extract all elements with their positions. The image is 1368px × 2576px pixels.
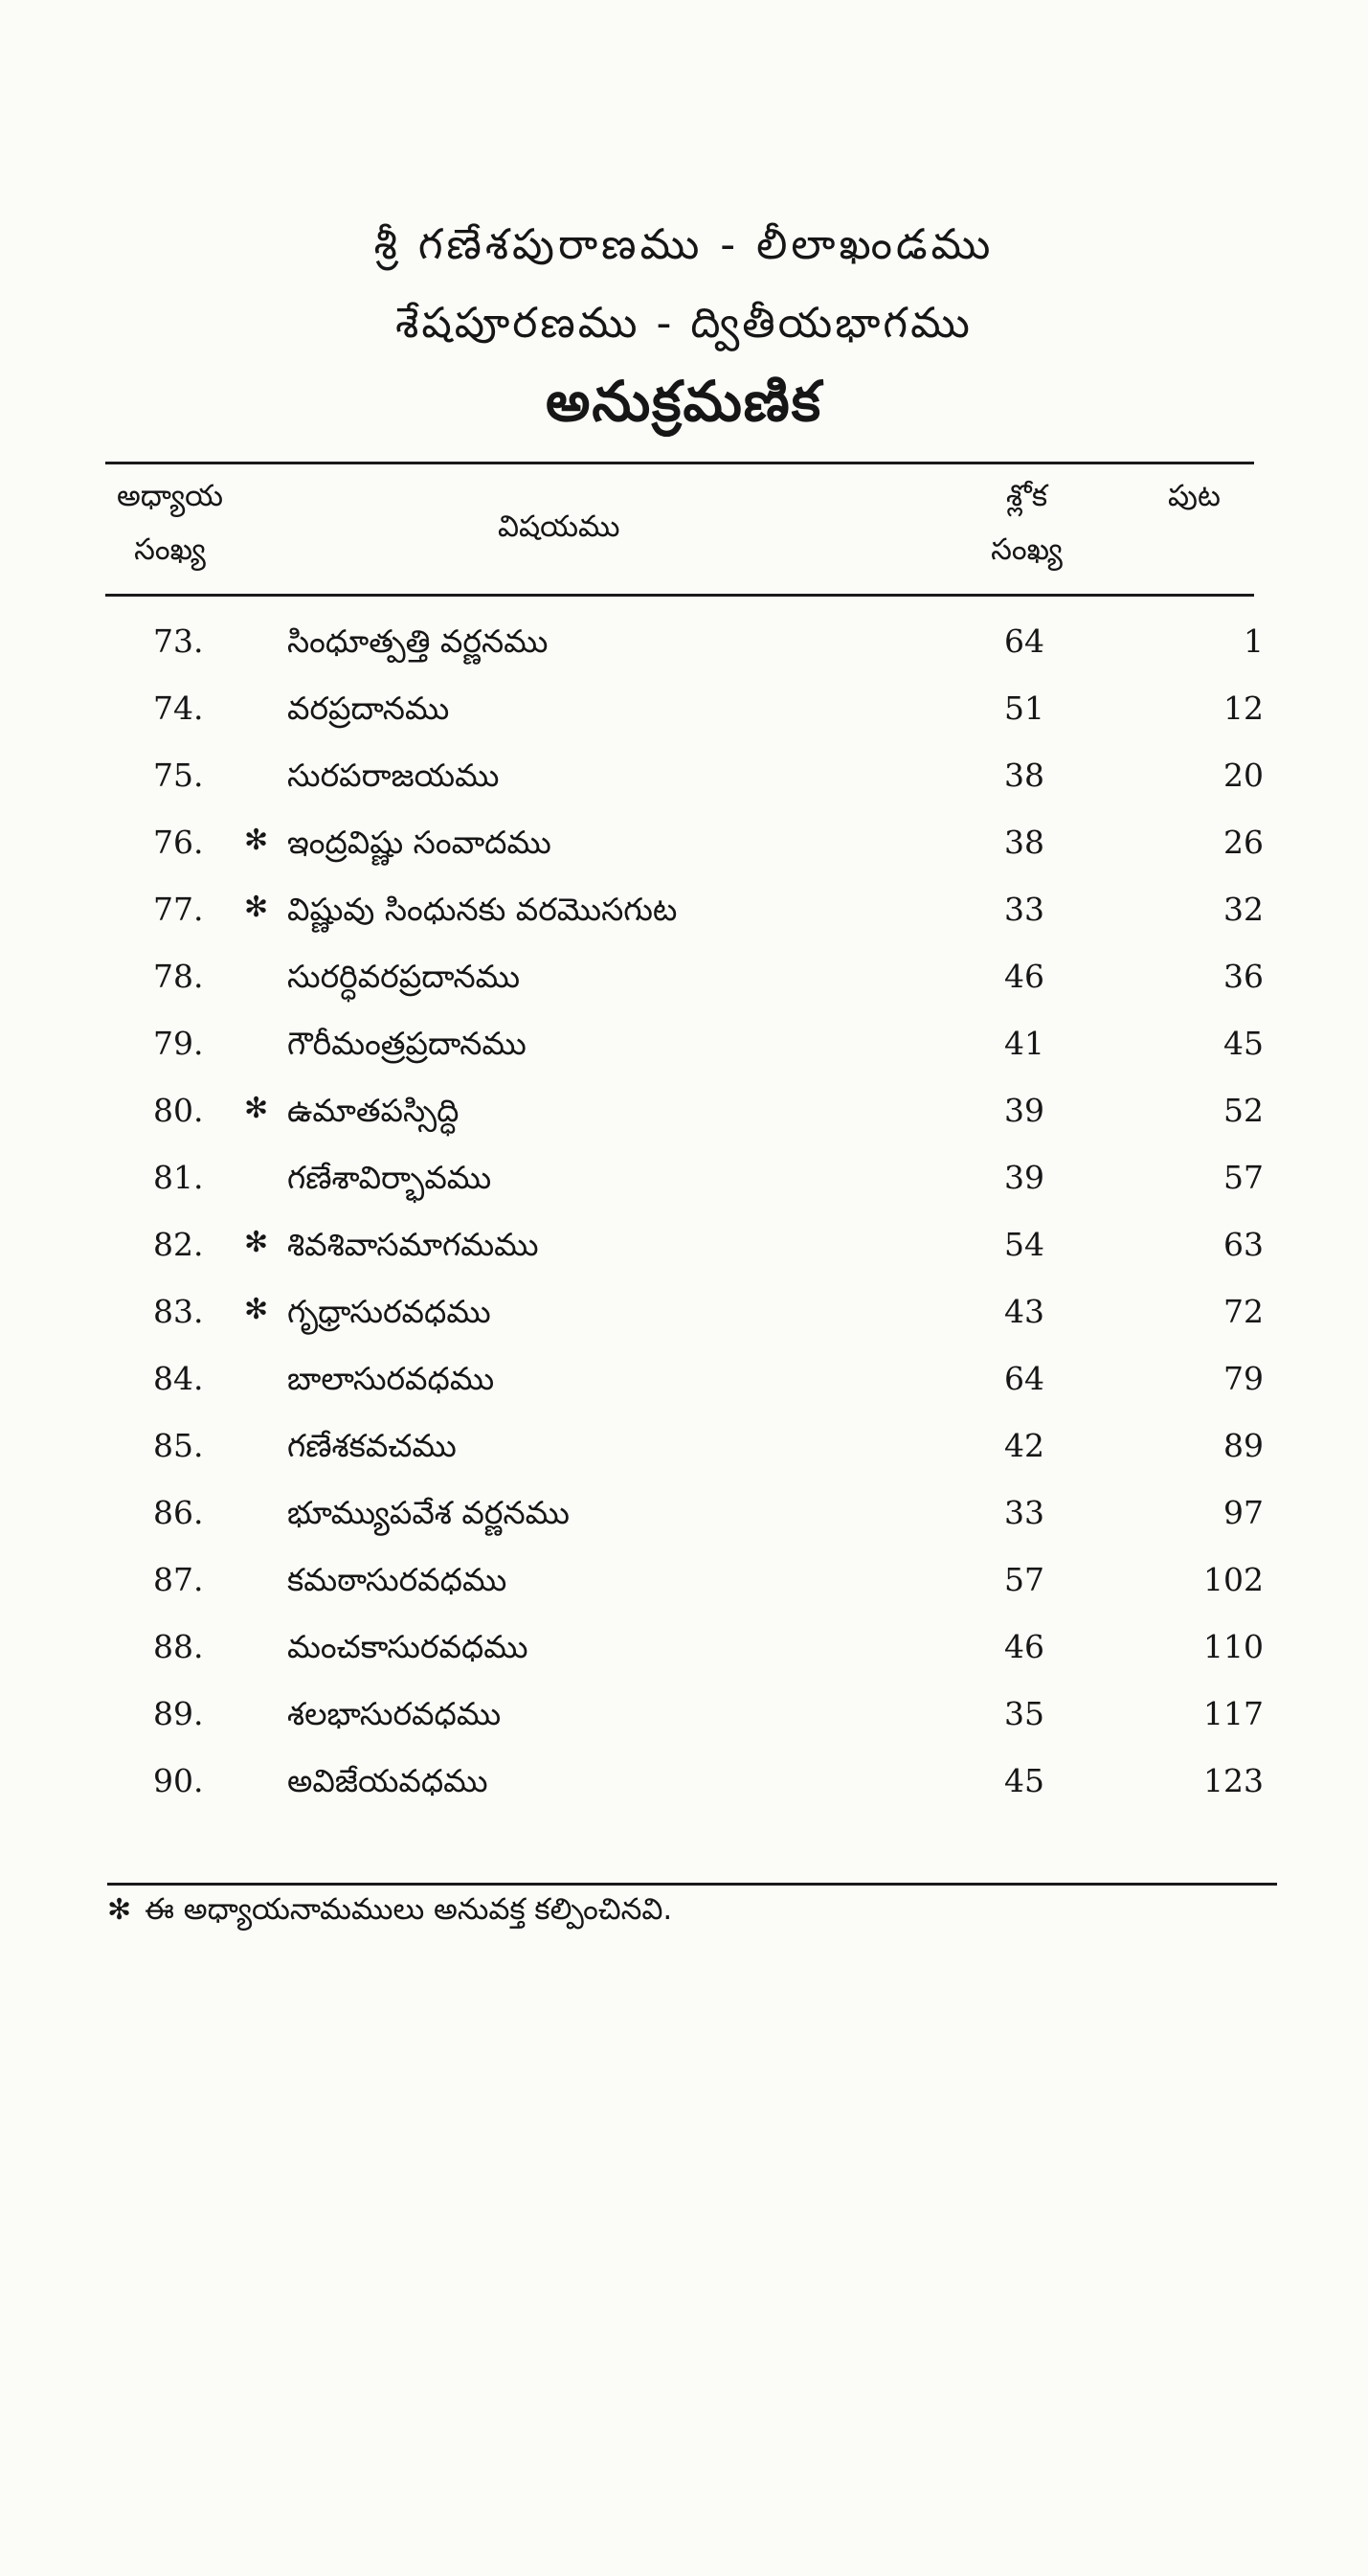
- page-number: 123: [1203, 1762, 1264, 1799]
- verse-count: 43: [1004, 1293, 1044, 1330]
- chapter-number: 87.: [153, 1561, 204, 1598]
- page-number: 102: [1203, 1561, 1264, 1598]
- chapter-number: 77.: [153, 891, 204, 928]
- verse-count: 46: [1004, 958, 1044, 995]
- verse-count: 64: [1004, 622, 1044, 660]
- verse-count: 33: [1004, 1494, 1044, 1531]
- table-row: [0, 810, 1368, 877]
- chapter-number: 85.: [153, 1427, 204, 1464]
- column-header-subject: విషయము: [498, 509, 620, 544]
- page-number: 57: [1223, 1159, 1264, 1196]
- verse-count: 41: [1004, 1025, 1044, 1062]
- page-number: 36: [1223, 958, 1264, 995]
- asterisk-icon: ✻: [244, 824, 269, 857]
- table-row: [0, 1078, 1368, 1145]
- page-number: 32: [1223, 891, 1264, 928]
- chapter-subject: గణేశకవచము: [287, 1427, 457, 1464]
- chapter-number: 88.: [153, 1628, 204, 1665]
- table-row: [0, 1279, 1368, 1346]
- chapter-subject: విష్ణువు సింధునకు వరమొసగుట: [287, 891, 678, 928]
- chapter-number: 80.: [153, 1092, 204, 1129]
- verse-count: 33: [1004, 891, 1044, 928]
- chapter-number: 84.: [153, 1360, 204, 1397]
- verses-header-line2: సంఖ్య: [991, 532, 1063, 567]
- chapter-number: 81.: [153, 1159, 204, 1196]
- verse-count: 64: [1004, 1360, 1044, 1397]
- chapter-subject: సింధూత్పత్తి వర్ణనము: [287, 622, 549, 660]
- page-number: 45: [1223, 1025, 1264, 1062]
- table-row: [0, 1682, 1368, 1749]
- verse-count: 42: [1004, 1427, 1044, 1464]
- chapter-subject: కమఠాసురవధము: [287, 1561, 507, 1598]
- asterisk-icon: ✻: [244, 891, 269, 924]
- chapter-number: 73.: [153, 622, 204, 660]
- table-row: [0, 1145, 1368, 1212]
- chapter-number: 83.: [153, 1293, 204, 1330]
- table-body: [0, 609, 1368, 1816]
- table-row: [0, 609, 1368, 676]
- page-number: 72: [1223, 1293, 1264, 1330]
- page-number: 117: [1203, 1695, 1264, 1732]
- table-row: [0, 1011, 1368, 1078]
- verse-count: 39: [1004, 1159, 1044, 1196]
- table-row: [0, 1548, 1368, 1615]
- chapter-number: 86.: [153, 1494, 204, 1531]
- chapter-subject: శలభాసురవధము: [287, 1695, 502, 1732]
- chapter-subject: ఉమాతపస్సిద్ధి: [287, 1092, 460, 1129]
- chapter-subject: భూమ్యుపవేశ వర్ణనము: [287, 1494, 570, 1531]
- page-number: 52: [1223, 1092, 1264, 1129]
- verse-count: 39: [1004, 1092, 1044, 1129]
- page-number: 1: [1244, 622, 1264, 660]
- column-header-chapter: [105, 469, 235, 576]
- footnote-rule: [107, 1883, 1277, 1886]
- verse-count: 51: [1004, 689, 1044, 727]
- asterisk-icon: ✻: [244, 1293, 269, 1326]
- table-row: [0, 1212, 1368, 1279]
- chapter-subject: సురర్ధివరప్రదానము: [287, 958, 521, 995]
- chapter-subject: సురపరాజయము: [287, 757, 500, 794]
- verse-count: 35: [1004, 1695, 1044, 1732]
- verse-count: 57: [1004, 1561, 1044, 1598]
- footnote-text: ఈ అధ్యాయనామములు అనువక్త కల్పించినవి.: [145, 1892, 673, 1927]
- chapter-number: 76.: [153, 824, 204, 861]
- chapter-subject: శివశివాసమాగమము: [287, 1226, 539, 1263]
- table-top-rule: [105, 462, 1254, 464]
- chapter-subject: గృధ్రాసురవధము: [287, 1293, 491, 1330]
- verse-count: 38: [1004, 824, 1044, 861]
- page-number: 26: [1223, 824, 1264, 861]
- page-number: 89: [1223, 1427, 1264, 1464]
- table-header-rule: [105, 594, 1254, 597]
- book-subtitle: శేషపూరణము - ద్వితీయభాగము: [395, 299, 973, 348]
- verse-count: 38: [1004, 757, 1044, 794]
- page-number: 63: [1223, 1226, 1264, 1263]
- chapter-number: 74.: [153, 689, 204, 727]
- chapter-subject: ఇంద్రవిష్ణు సంవాదము: [287, 824, 551, 861]
- page-number: 12: [1223, 689, 1264, 727]
- page-number: 97: [1223, 1494, 1264, 1531]
- page-number: 79: [1223, 1360, 1264, 1397]
- table-row: [0, 1413, 1368, 1480]
- chapter-header-line1: అధ్యాయ: [116, 479, 224, 513]
- verses-header-line1: శ్లోక: [1005, 479, 1048, 513]
- column-header-page: పుట: [1168, 479, 1221, 513]
- page-title: అనుక్రమణిక: [545, 369, 822, 434]
- chapter-number: 82.: [153, 1226, 204, 1263]
- chapter-subject: అవిజేయవధము: [287, 1762, 488, 1799]
- chapter-header-line2: సంఖ్య: [134, 532, 206, 567]
- chapter-number: 78.: [153, 958, 204, 995]
- chapter-number: 90.: [153, 1762, 204, 1799]
- table-row: [0, 1346, 1368, 1413]
- asterisk-icon: ✻: [244, 1226, 269, 1259]
- chapter-subject: గణేశావిర్భావము: [287, 1159, 492, 1196]
- book-title: శ్రీ గణేశపురాణము - లీలాఖండము: [373, 220, 995, 269]
- verse-count: 45: [1004, 1762, 1044, 1799]
- chapter-subject: వరప్రదానము: [287, 689, 450, 727]
- table-row: [0, 743, 1368, 810]
- verse-count: 46: [1004, 1628, 1044, 1665]
- chapter-number: 89.: [153, 1695, 204, 1732]
- footnote: [107, 1892, 672, 1933]
- table-row: [0, 1615, 1368, 1682]
- table-row: [0, 944, 1368, 1011]
- chapter-subject: గౌరీమంత్రప్రదానము: [287, 1025, 527, 1062]
- asterisk-icon: ✻: [107, 1893, 132, 1927]
- verse-count: 54: [1004, 1226, 1044, 1263]
- chapter-subject: మంచకాసురవధము: [287, 1628, 528, 1665]
- page-number: 20: [1223, 757, 1264, 794]
- chapter-number: 79.: [153, 1025, 204, 1062]
- table-row: [0, 1749, 1368, 1816]
- chapter-number: 75.: [153, 757, 204, 794]
- asterisk-icon: ✻: [244, 1092, 269, 1125]
- table-row: [0, 1480, 1368, 1548]
- page-number: 110: [1203, 1628, 1264, 1665]
- chapter-subject: బాలాసురవధము: [287, 1360, 495, 1397]
- column-header-verses: [957, 469, 1096, 576]
- table-row: [0, 676, 1368, 743]
- table-row: [0, 877, 1368, 944]
